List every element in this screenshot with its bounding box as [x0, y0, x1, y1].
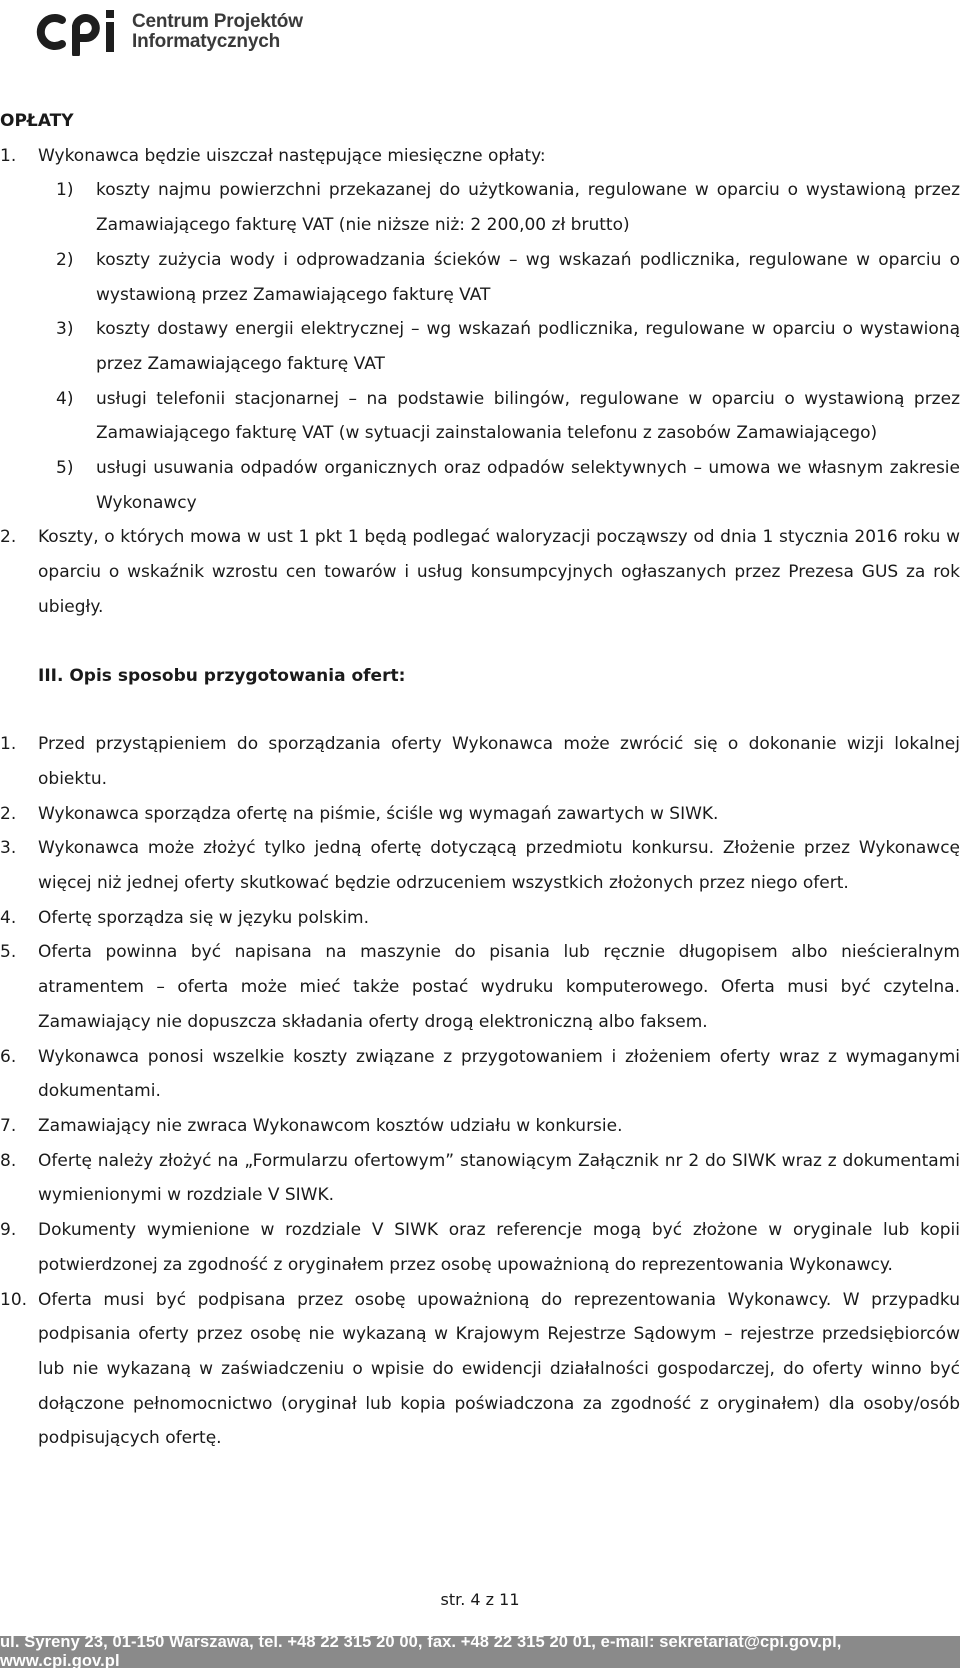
oplaty-subitem [0, 382, 960, 451]
item-number: 2. [0, 803, 17, 824]
item-number: 4. [0, 907, 17, 928]
logo-line-1: Centrum Projektów [132, 11, 303, 32]
item-number: 1. [0, 734, 17, 755]
oplaty-subitem [0, 173, 960, 242]
oplaty-subitem [0, 243, 960, 312]
item-number: 6. [0, 1046, 17, 1067]
oplaty-heading: OPŁATY [0, 111, 74, 131]
item-text: Oferta musi być podpisana przez osobę upoważnioną do reprezentowania Wykonawcy. W przypadku podpisania oferty przez osobę nie wykazaną w Krajowym Rejestrze Sądowym – rejestrze przedsiębiorców lub nie wykazaną w zaświadczeniu o wpisie do ewidencji działalności gospodarczej, do oferty winno być dołączone pełnomocnictwo (oryginał lub kopia poświadczona za zgodność z oryginałem) dla osoby/osób podpisujących ofertę. [38, 1289, 960, 1449]
point-number: 2. [0, 527, 17, 548]
point-text: Wykonawca będzie uiszczał następujące miesięczne opłaty: [38, 145, 546, 166]
subitem-number: 5) [56, 458, 74, 479]
section-3-item [0, 831, 960, 900]
point-text: Koszty, o których mowa w ust 1 pkt 1 będą podlegać waloryzacji począwszy od dnia 1 stycznia 2016 roku w oparciu o wskaźnik wzrostu cen towarów i usług konsumpcyjnych ogłaszanych przez Prezesa GUS za rok ubiegły. [38, 527, 960, 617]
subitem-number: 2) [56, 249, 74, 270]
section-3-item [0, 1040, 960, 1109]
footer-bar [0, 1633, 960, 1670]
subitem-text: usługi usuwania odpadów organicznych oraz odpadów selektywnych – umowa we własnym zakresie Wykonawcy [96, 458, 960, 513]
section-3-item [0, 1109, 960, 1144]
item-number: 9. [0, 1220, 17, 1241]
item-text: Wykonawca sporządza ofertę na piśmie, ściśle wg wymagań zawartych w SIWK. [38, 803, 719, 824]
oplaty-subitem [0, 451, 960, 520]
item-text: Dokumenty wymienione w rozdziale V SIWK oraz referencje mogą być złożone w oryginale lub kopii potwierdzonej za zgodność z oryginałem przez osobę upoważnioną do reprezentowania Wykonawcy. [38, 1220, 960, 1275]
item-text: Ofertę sporządza się w języku polskim. [38, 907, 369, 928]
item-text: Wykonawca może złożyć tylko jedną ofertę dotyczącą przedmiotu konkursu. Złożenie przez Wykonawcę więcej niż jednej oferty skutkować będzie odrzuceniem wszystkich złożonych przez niego ofert. [38, 838, 960, 894]
logo-text [132, 12, 303, 52]
item-number: 3. [0, 838, 17, 859]
section-3-item [0, 727, 960, 796]
section-3-item [0, 901, 960, 936]
item-text: Ofertę należy złożyć na „Formularzu ofertowym” stanowiącym Załącznik nr 2 do SIWK wraz z dokumentami wymienionymi w rozdziale V SIWK. [38, 1150, 960, 1206]
document-body [0, 104, 960, 1456]
item-text: Przed przystąpieniem do sporządzania oferty Wykonawca może zwrócić się o dokonanie wizji lokalnej obiektu. [38, 734, 960, 789]
section-3-item [0, 935, 960, 1039]
item-number: 7. [0, 1115, 17, 1136]
subitem-text: koszty najmu powierzchni przekazanej do użytkowania, regulowane w oparciu o wystawioną przez Zamawiającego fakturę VAT (nie niższe niż: 2 200,00 zł brutto) [96, 180, 960, 236]
section-3-item [0, 1144, 960, 1213]
subitem-text: koszty dostawy energii elektrycznej – wg wskazań podlicznika, regulowane w oparciu o wystawioną przez Zamawiającego fakturę VAT [96, 319, 960, 374]
point-number: 1. [0, 145, 17, 166]
item-text: Oferta powinna być napisana na maszynie do pisania lub ręcznie długopisem albo nieścieralnym atramentem – oferta może mieć także postać wydruku komputerowego. Oferta musi być czytelna. Zamawiający nie dopuszcza składania oferty drogą elektroniczną albo faksem. [38, 942, 960, 1032]
section-3-item [0, 1213, 960, 1282]
letterhead [36, 4, 303, 60]
subitem-text: koszty zużycia wody i odprowadzania ścieków – wg wskazań podlicznika, regulowane w oparciu o wystawioną przez Zamawiającego fakturę VAT [96, 249, 960, 305]
section-3-item [0, 1283, 960, 1457]
section-3-item [0, 797, 960, 832]
subitem-number: 4) [56, 388, 74, 409]
subitem-number: 3) [56, 319, 74, 340]
item-number: 5. [0, 942, 17, 963]
oplaty-point-1 [0, 139, 960, 174]
item-number: 8. [0, 1150, 17, 1171]
cpi-logo-icon [36, 8, 122, 56]
subitem-number: 1) [56, 180, 74, 201]
oplaty-subitem [0, 312, 960, 381]
footer-contact-text: ul. Syreny 23, 01-150 Warszawa, tel. +48 22 315 20 00, fax. +48 22 315 20 01, e-mail: sekretariat@cpi.gov.pl, www.cpi.gov.pl [0, 1633, 842, 1670]
subitem-text: usługi telefonii stacjonarnej – na podstawie bilingów, regulowane w oparciu o wystawioną przez Zamawiającego fakturę VAT (w sytuacji zainstalowania telefonu z zasobów Zamawiającego) [96, 388, 960, 444]
oplaty-point-2 [0, 520, 960, 624]
item-number: 10. [0, 1289, 28, 1310]
page-number: str. 4 z 11 [440, 1590, 520, 1609]
item-text: Zamawiający nie zwraca Wykonawcom kosztów udziału w konkursie. [38, 1115, 623, 1136]
logo-line-2: Informatycznych [132, 31, 280, 52]
item-text: Wykonawca ponosi wszelkie koszty związane z przygotowaniem i złożeniem oferty wraz z wymaganymi dokumentami. [38, 1046, 960, 1102]
section-3-title: III. Opis sposobu przygotowania ofert: [38, 665, 406, 686]
